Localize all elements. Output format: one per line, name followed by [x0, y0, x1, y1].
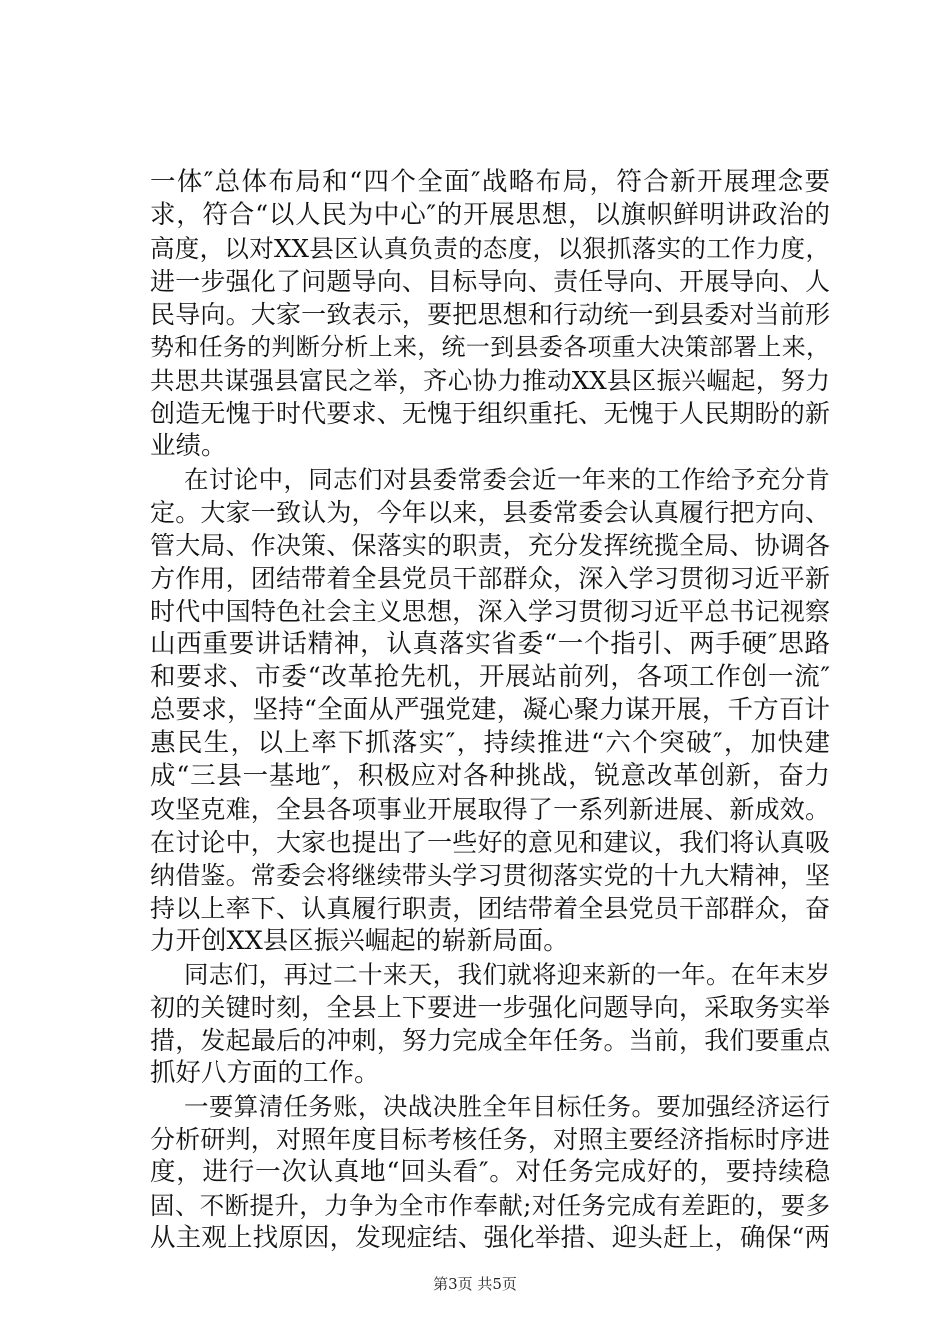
- text-line: 惠民生，以上率下抓落实″，持续推进“六个突破″，加快建: [150, 728, 830, 758]
- text-line: 抓好八方面的工作。: [150, 1058, 380, 1088]
- text-line: 求，符合“以人民为中心″的开展思想，以旗帜鲜明讲政治的: [150, 200, 830, 230]
- text-line: 攻坚克难，全县各项事业开展取得了一系列新进展、新成效。: [150, 795, 830, 824]
- text-line: 一体″总体布局和“四个全面″战略布局，符合新开展理念要: [150, 167, 830, 197]
- text-line: 持以上率下、认真履行职责，团结带着全县党员干部群众，奋: [150, 894, 830, 923]
- text-line: 高度，以对XX县区认真负责的态度，以狠抓落实的工作力度，: [150, 234, 830, 263]
- text-line: 成“三县一基地″，积极应对各种挑战，锐意改革创新，奋力: [150, 761, 830, 791]
- text-line: 民导向。大家一致表示，要把思想和行动统一到县委对当前形: [150, 300, 830, 329]
- text-line: 从主观上找原因，发现症结、强化举措、迎头赶上，确保“两: [150, 1223, 830, 1253]
- text-line: 管大局、作决策、保落实的职责，充分发挥统揽全局、协调各: [150, 531, 830, 560]
- text-line: 同志们，再过二十来天，我们就将迎来新的一年。在年末岁: [184, 960, 830, 989]
- text-line: 业绩。: [150, 431, 227, 461]
- text-line: 措，发起最后的冲刺，努力完成全年任务。当前，我们要重点: [150, 1026, 830, 1055]
- text-line: 一要算清任务账，决战决胜全年目标任务。要加强经济运行: [184, 1092, 830, 1121]
- text-line: 在讨论中，同志们对县委常委会近一年来的工作给予充分肯: [184, 465, 830, 494]
- text-line: 分析研判，对照年度目标考核任务，对照主要经济指标时序进: [150, 1125, 830, 1154]
- text-line: 度，进行一次认真地“回头看″。对任务完成好的，要持续稳: [150, 1157, 830, 1187]
- text-line: 总要求，坚持“全面从严强党建，凝心聚力谋开展，千方百计: [150, 695, 830, 725]
- text-line: 力开创XX县区振兴崛起的崭新局面。: [150, 926, 569, 956]
- text-line: 进一步强化了问题导向、目标导向、责任导向、开展导向、人: [150, 267, 830, 296]
- text-line: 固、不断提升，力争为全市作奉献;对任务完成有差距的，要多: [150, 1191, 830, 1220]
- text-line: 山西重要讲话精神，认真落实省委“一个指引、两手硬″思路: [150, 629, 830, 659]
- text-line: 共思共谋强县富民之举，齐心协力推动XX县区振兴崛起，努力: [150, 366, 830, 395]
- text-line: 时代中国特色社会主义思想，深入学习贯彻习近平总书记视察: [150, 597, 830, 626]
- text-line: 定。大家一致认为，今年以来，县委常委会认真履行把方向、: [150, 498, 830, 527]
- text-line: 方作用，团结带着全县党员干部群众，深入学习贯彻习近平新: [150, 564, 830, 593]
- text-line: 势和任务的判断分析上来，统一到县委各项重大决策部署上来，: [150, 333, 830, 361]
- text-line: 初的关键时刻，全县上下要进一步强化问题导向，采取务实举: [150, 993, 830, 1022]
- document-body: [150, 166, 830, 1255]
- text-line: 和要求、市委“改革抢先机，开展站前列，各项工作创一流″: [150, 662, 830, 692]
- text-line: 纳借鉴。常委会将继续带头学习贯彻落实党的十九大精神，坚: [150, 861, 830, 890]
- text-line: 在讨论中，大家也提出了一些好的意见和建议，我们将认真吸: [150, 828, 830, 857]
- text-line: 创造无愧于时代要求、无愧于组织重托、无愧于人民期盼的新: [150, 399, 830, 428]
- page-footer: 第3页 共5页: [433, 1275, 517, 1293]
